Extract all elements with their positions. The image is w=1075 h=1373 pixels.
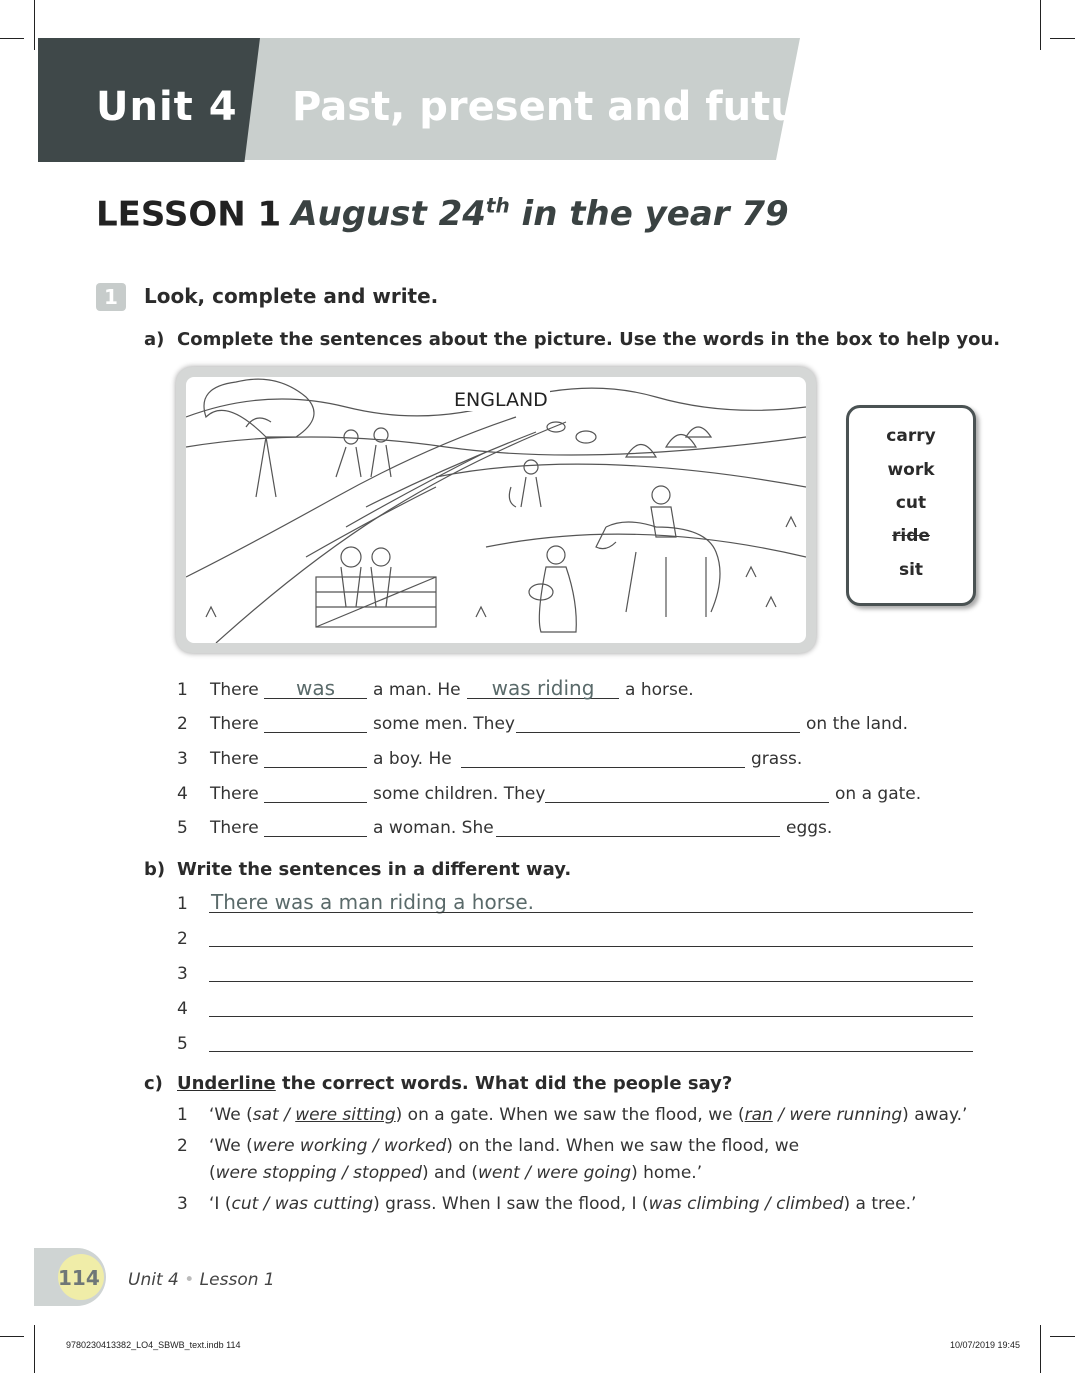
- part-a-instruction: Complete the sentences about the picture. Use the words in the box to help you.: [177, 329, 1001, 350]
- write-line[interactable]: [209, 981, 973, 982]
- crop-mark: [34, 0, 35, 50]
- part-c-instruction: Underline the correct words. What did the people say?: [177, 1073, 733, 1094]
- write-line[interactable]: [209, 1016, 973, 1017]
- option[interactable]: were running: [789, 1105, 903, 1125]
- countryside-illustration: [186, 377, 806, 643]
- word-box-item-struck: ride: [892, 526, 930, 546]
- sentence-text: grass.: [751, 749, 803, 769]
- sentence-text: There: [210, 749, 259, 769]
- write-line-number: 5: [177, 1034, 188, 1054]
- sentence-number: 3: [177, 749, 188, 769]
- sentence-text: There: [210, 680, 259, 700]
- word-box-item: sit: [898, 560, 924, 580]
- sentence-text: some men. They: [373, 714, 515, 734]
- sentence-text: a boy. He: [373, 749, 452, 769]
- part-b-letter: b): [144, 859, 166, 880]
- write-line-number: 4: [177, 999, 188, 1019]
- option-underlined[interactable]: ran: [744, 1105, 773, 1125]
- crop-mark: [1050, 38, 1075, 39]
- picture-frame: [176, 367, 816, 653]
- quote-row-1: 1 ‘We (sat / were sitting) on a gate. When we saw the flood, we (ran / were running) away.’: [177, 1105, 968, 1125]
- picture-label: ENGLAND: [454, 389, 548, 411]
- sentence-number: 1: [177, 680, 188, 700]
- write-line[interactable]: [209, 1051, 973, 1052]
- part-a-letter: a): [144, 329, 165, 350]
- answer-text: was: [295, 676, 336, 700]
- crop-mark: [0, 1336, 24, 1337]
- print-slug-file: 9780230413382_LO4_SBWB_text.indb 114: [66, 1340, 241, 1350]
- lesson-label: LESSON 1: [96, 194, 282, 235]
- quote-row-3: 3 ‘I (cut / was cutting) grass. When I saw the flood, I (was climbing / climbed) a tree.’: [177, 1194, 917, 1214]
- answer-text: was riding: [491, 676, 595, 700]
- sentence-text: There: [210, 784, 259, 804]
- word-box-item: work: [887, 460, 935, 480]
- answer-blank[interactable]: [516, 732, 800, 733]
- sentence-text: a horse.: [625, 680, 694, 700]
- crop-mark: [1050, 1336, 1075, 1337]
- exercise-title: Look, complete and write.: [144, 284, 439, 308]
- write-line[interactable]: [209, 946, 973, 947]
- sentence-text: some children. They: [373, 784, 546, 804]
- footer-running-head: Unit 4 • Lesson 1: [128, 1270, 275, 1290]
- unit-title: Past, present and future: [292, 84, 846, 130]
- answer-blank[interactable]: [264, 767, 367, 768]
- option[interactable]: were stopping / stopped: [215, 1163, 422, 1183]
- answer-blank[interactable]: [545, 802, 829, 803]
- sentence-text: eggs.: [786, 818, 833, 838]
- quote-row-2: 2 ‘We (were working / worked) on the land. When we saw the flood, we: [177, 1136, 800, 1156]
- exercise-number-badge: 1: [96, 283, 126, 311]
- underline-word: Underline: [177, 1073, 276, 1094]
- write-line-number: 3: [177, 964, 188, 984]
- unit-label: Unit 4: [96, 84, 238, 130]
- sentence-number: 2: [177, 714, 188, 734]
- page-number: 114: [58, 1266, 100, 1290]
- option[interactable]: went / were going: [478, 1163, 632, 1183]
- answer-blank[interactable]: [496, 836, 780, 837]
- write-line[interactable]: [209, 912, 973, 913]
- word-box: [846, 405, 976, 606]
- write-line-number: 1: [177, 894, 188, 914]
- option[interactable]: were working / worked: [252, 1136, 447, 1156]
- answer-blank[interactable]: [461, 767, 745, 768]
- example-answer: There was a man riding a horse.: [211, 890, 535, 914]
- sentence-text: There: [210, 818, 259, 838]
- word-box-item: cut: [895, 493, 927, 513]
- answer-blank[interactable]: [264, 732, 367, 733]
- option[interactable]: was climbing / climbed: [648, 1194, 844, 1214]
- lesson-heading: [96, 194, 789, 234]
- sentence-text: a man. He: [373, 680, 461, 700]
- crop-mark: [0, 38, 24, 39]
- sentence-text: on a gate.: [835, 784, 922, 804]
- sentence-number: 4: [177, 784, 188, 804]
- option[interactable]: sat: [252, 1105, 279, 1125]
- sentence-text: on the land.: [806, 714, 908, 734]
- crop-mark: [34, 1325, 35, 1373]
- part-c-letter: c): [144, 1073, 163, 1094]
- option-underlined[interactable]: were sitting: [295, 1105, 396, 1125]
- print-slug-date: 10/07/2019 19:45: [950, 1340, 1021, 1350]
- write-line-number: 2: [177, 929, 188, 949]
- answer-blank[interactable]: [264, 836, 367, 837]
- crop-mark: [1040, 1325, 1041, 1373]
- answer-blank[interactable]: [264, 802, 367, 803]
- illustration-sketch: [186, 377, 806, 643]
- lesson-title: August 24th in the year 79: [291, 194, 789, 235]
- part-b-instruction: Write the sentences in a different way.: [177, 859, 572, 880]
- sentence-number: 5: [177, 818, 188, 838]
- sentence-text: a woman. She: [373, 818, 494, 838]
- sentence-text: There: [210, 714, 259, 734]
- word-box-item: carry: [886, 426, 936, 446]
- crop-mark: [1040, 0, 1041, 50]
- option[interactable]: cut / was cutting: [231, 1194, 374, 1214]
- quote-row-2-cont: (were stopping / stopped) and (went / were going) home.’: [209, 1163, 703, 1183]
